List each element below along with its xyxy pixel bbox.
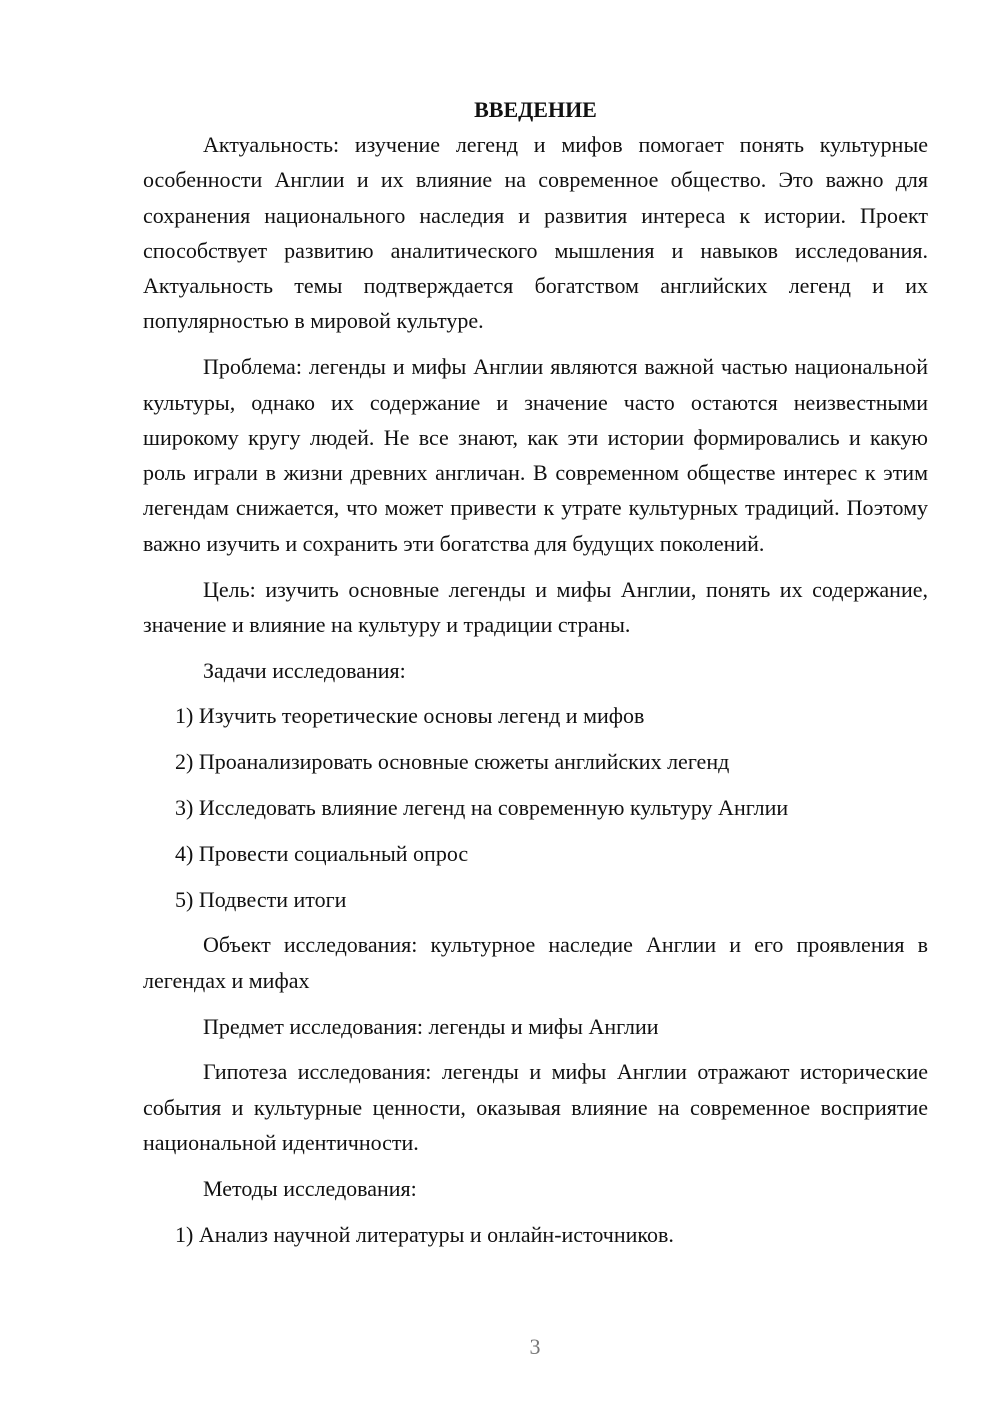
- task-item-4: 4) Провести социальный опрос: [175, 840, 469, 866]
- object-paragraph: Объект исследования: культурное наследие Англии и его проявления в легендах и мифах: [143, 932, 928, 993]
- methods-heading: Методы исследования:: [203, 1175, 417, 1201]
- task-item-3: 3) Исследовать влияние легенд на современную культуру Англии: [175, 795, 789, 821]
- tasks-heading: Задачи исследования:: [203, 657, 406, 683]
- task-item-2: 2) Проанализировать основные сюжеты английских легенд: [175, 749, 730, 775]
- method-item-1: 1) Анализ научной литературы и онлайн-источников.: [175, 1221, 674, 1247]
- relevance-paragraph: Актуальность: изучение легенд и мифов помогает понять культурные особенности Англии и их влияние на современное общество. Это важно для сохранения национального наследия и развития интереса к истории. Проект способствует развитию аналитического мышления и навыков исследования. Актуальность темы подтверждается богатством английских легенд и их популярностью в мировой культуре.: [143, 132, 928, 334]
- task-item-5: 5) Подвести итоги: [175, 886, 347, 912]
- subject-paragraph: Предмет исследования: легенды и мифы Англии: [203, 1013, 659, 1039]
- section-title: ВВЕДЕНИЕ: [474, 97, 597, 122]
- document-body: [143, 92, 928, 1252]
- hypothesis-paragraph: Гипотеза исследования: легенды и мифы Англии отражают исторические события и культурные ценности, оказывая влияние на современное восприятие национальной идентичности.: [143, 1059, 928, 1155]
- task-item-1: 1) Изучить теоретические основы легенд и мифов: [175, 703, 645, 729]
- goal-paragraph: Цель: изучить основные легенды и мифы Англии, понять их содержание, значение и влияние на культуру и традиции страны.: [143, 576, 928, 637]
- problem-paragraph: Проблема: легенды и мифы Англии являются важной частью национальной культуры, однако их содержание и значение часто остаются неизвестными широкому кругу людей. Не все знают, как эти истории формировались и какую роль играли в жизни древних англичан. В современном обществе интерес к этим легендам снижается, что может привести к утрате культурных традиций. Поэтому важно изучить и сохранить эти богатства для будущих поколений.: [143, 354, 928, 556]
- page-number: 3: [529, 1334, 541, 1359]
